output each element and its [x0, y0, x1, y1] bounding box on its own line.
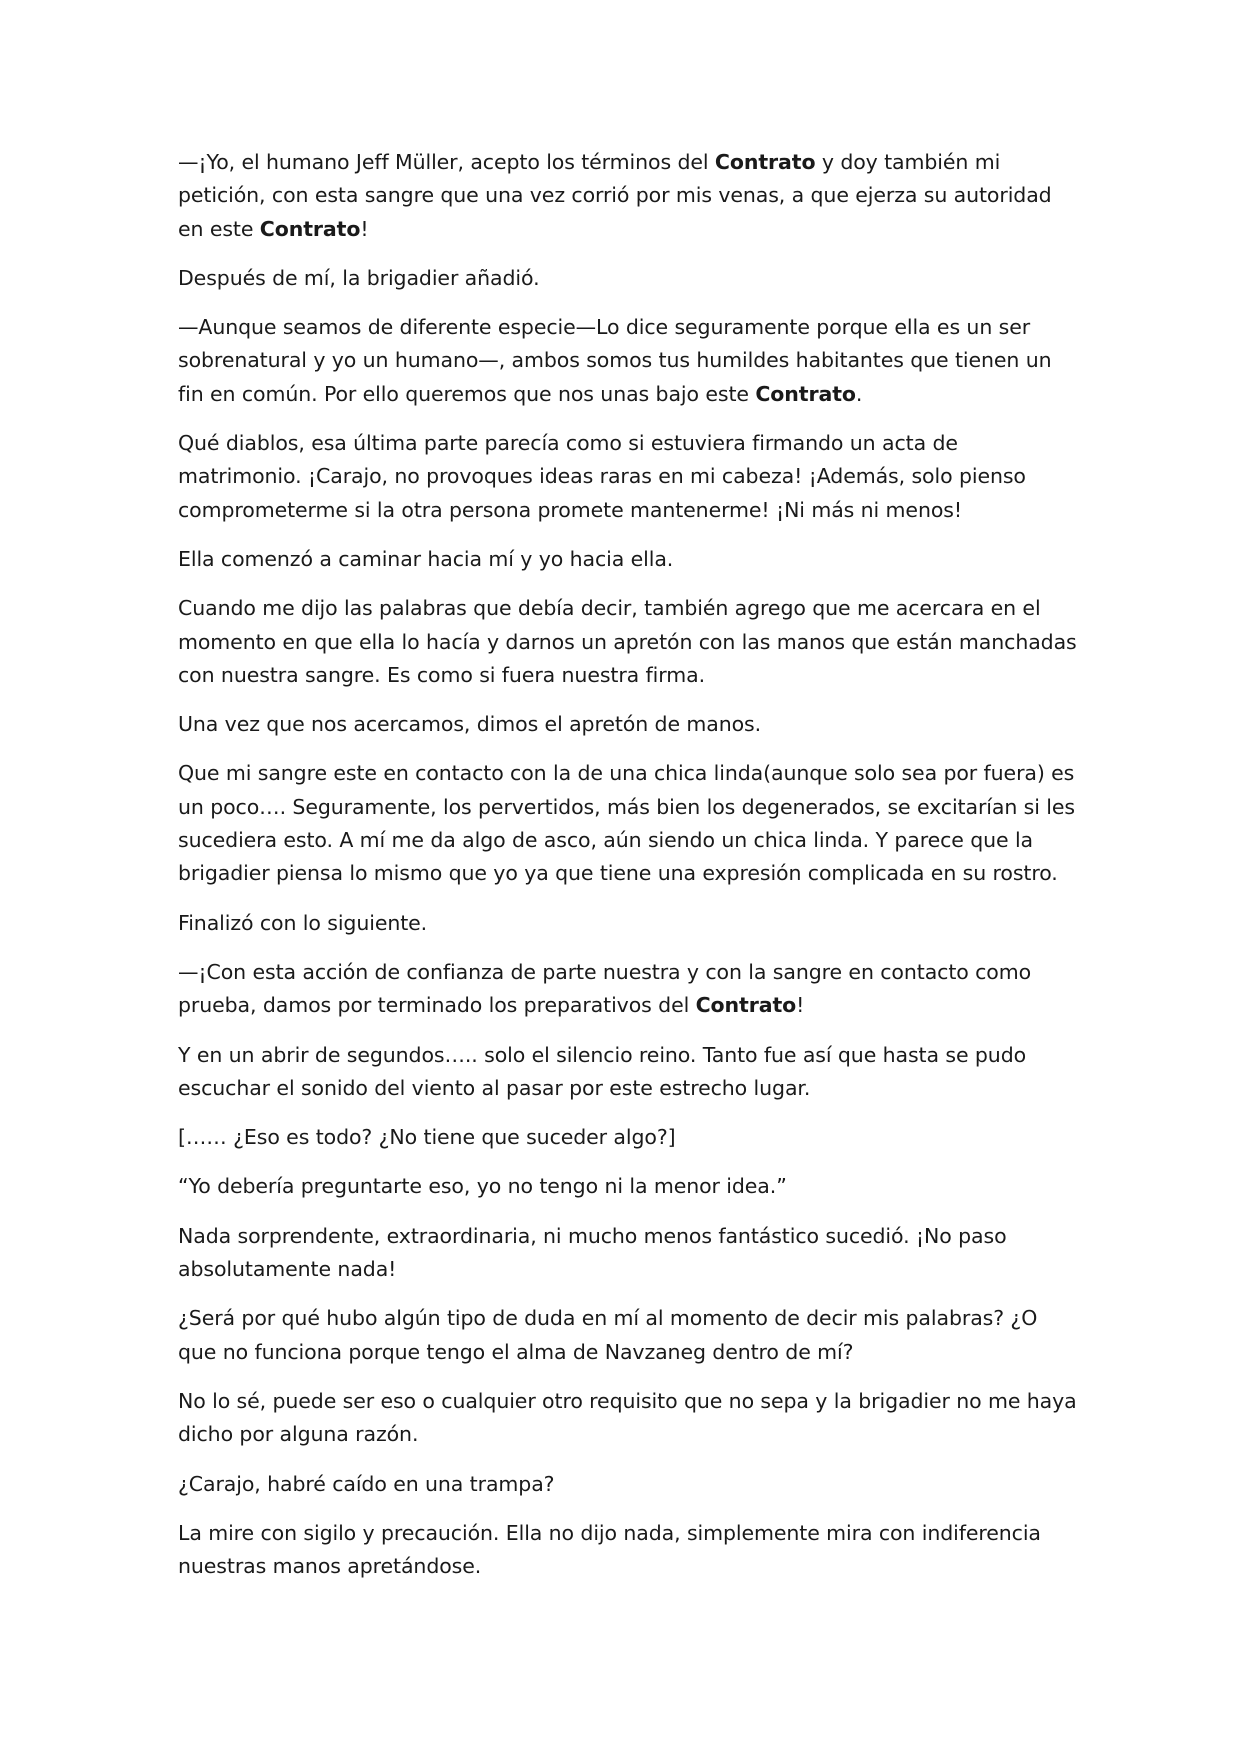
- paragraph: [178, 1468, 1078, 1501]
- paragraph: [178, 543, 1078, 576]
- bold-term: Contrato: [695, 993, 797, 1018]
- text-run: Una vez que nos acercamos, dimos el apretón de manos.: [178, 712, 762, 737]
- text-run: La mire con sigilo y precaución. Ella no dijo nada, simplemente mira con indiferencia nuestras manos apretándose.: [178, 1520, 1041, 1579]
- text-run: .: [855, 381, 863, 406]
- text-run: ¿Carajo, habré caído en una trampa?: [178, 1471, 555, 1496]
- paragraph: [178, 146, 1078, 246]
- text-run: Finalizó con lo siguiente.: [178, 910, 428, 935]
- paragraph: [178, 956, 1078, 1023]
- paragraph: [178, 592, 1078, 692]
- paragraph: [178, 1385, 1078, 1452]
- text-run: y doy también mi petición, con esta sangre que una vez corrió por mis venas, a que ejerza su autoridad en este: [178, 150, 1052, 241]
- paragraph: [178, 311, 1078, 411]
- text-run: Y en un abrir de segundos….. solo el silencio reino. Tanto fue así que hasta se pudo escuchar el sonido del viento al pasar por este estrecho lugar.: [178, 1042, 1027, 1100]
- paragraph: [178, 1170, 1078, 1203]
- paragraph: [178, 1517, 1078, 1584]
- text-run: Cuando me dijo las palabras que debía decir, también agrego que me acercara en el momento en que ella lo hacía y darnos un apretón con las manos que están manchadas con nuestra sangre. Es como si fuera nuestra firma.: [178, 596, 1077, 687]
- text-run: —¡Yo, el humano Jeff Müller, acepto los términos del: [178, 150, 715, 174]
- paragraph: [178, 757, 1078, 890]
- text-run: No lo sé, puede ser eso o cualquier otro requisito que no sepa y la brigadier no me haya dicho por alguna razón.: [178, 1388, 1077, 1447]
- text-run: “Yo debería preguntarte eso, yo no tengo ni la menor idea.”: [178, 1174, 787, 1199]
- paragraph: [178, 427, 1078, 527]
- text-run: Qué diablos, esa última parte parecía como si estuviera firmando un acta de matrimonio. ¡Carajo, no provoques ideas raras en mi cabeza! ¡Además, solo pienso comprometerme si la otra persona promete mantenerme! ¡Ni más ni menos!: [178, 431, 1026, 522]
- paragraph: [178, 907, 1078, 940]
- text-run: Que mi sangre este en contacto con la de una chica linda(aunque solo sea por fuera) es un poco…. Seguramente, los pervertidos, más bien los degenerados, se excitarían si les sucediera esto. A mí me da algo de asco, aún siendo un chica linda. Y parece que la brigadier piensa lo mismo que yo ya que tiene una expresión complicada en su rostro.: [178, 761, 1075, 886]
- text-run: —Aunque seamos de diferente especie—Lo dice seguramente porque ella es un ser sobrenatural y yo un humano—, ambos somos tus humildes habitantes que tienen un fin en común. Por ello queremos que nos unas bajo este: [178, 315, 1052, 406]
- paragraph: [178, 262, 1078, 295]
- text-run: ¿Será por qué hubo algún tipo de duda en mí al momento de decir mis palabras? ¿O que no funciona porque tengo el alma de Navzaneg dentro de mí?: [178, 1306, 1038, 1364]
- text-run: Nada sorprendente, extraordinaria, ni mucho menos fantástico sucedió. ¡No paso absolutamente nada!: [178, 1223, 1007, 1282]
- paragraph: [178, 1121, 1078, 1154]
- text-run: !: [360, 216, 369, 241]
- bold-term: Contrato: [755, 381, 856, 406]
- paragraph: [178, 708, 1078, 741]
- text-run: Después de mí, la brigadier añadió.: [178, 265, 540, 290]
- paragraph: [178, 1220, 1078, 1287]
- paragraph: [178, 1039, 1078, 1106]
- document-body: [178, 146, 1078, 1599]
- paragraph: [178, 1302, 1078, 1369]
- text-run: —¡Con esta acción de confianza de parte nuestra y con la sangre en contacto como prueba, damos por terminado los preparativos del: [178, 959, 1032, 1018]
- bold-term: Contrato: [259, 216, 361, 241]
- text-run: Ella comenzó a caminar hacia mí y yo hacia ella.: [178, 546, 674, 571]
- text-run: […… ¿Eso es todo? ¿No tiene que suceder algo?]: [178, 1125, 676, 1150]
- bold-term: Contrato: [714, 150, 816, 174]
- text-run: !: [796, 993, 805, 1018]
